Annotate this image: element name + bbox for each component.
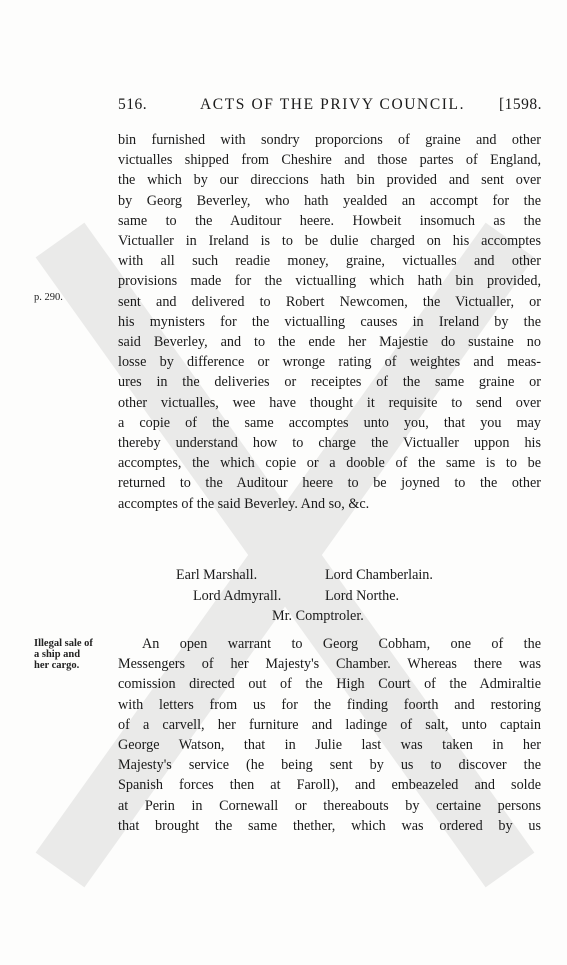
text-line: with all such readie money, graine, victualles and other — [118, 253, 541, 270]
signature-lord-northe: Lord Northe. — [325, 588, 400, 604]
signature-earl-marshall: Earl Marshall. — [176, 567, 258, 583]
margin-note-line: her cargo. — [34, 660, 80, 671]
body-paragraph-1 — [118, 130, 541, 514]
text-line: same to the Auditour heere. Howbeit insomuch as the — [118, 212, 541, 229]
text-line: of a carvell, her furniture and ladinge of salt, unto captain — [118, 716, 541, 733]
text-line: Spanish forces then at Faroll), and embeazeled and solde — [118, 777, 541, 794]
text-line: accomptes of the said Beverley. And so, &c. — [118, 495, 370, 512]
text-line: victualles shipped from Cheshire and those partes of England, — [118, 152, 541, 169]
text-line: that brought the same thether, which was ordered by us — [118, 817, 541, 834]
signature-lord-admyrall: Lord Admyrall. — [193, 588, 282, 604]
signature-comptroler: Mr. Comptroler. — [272, 608, 364, 624]
text-line: by Georg Beverley, who hath yealded an accompt for the — [118, 192, 541, 209]
page-header — [118, 96, 542, 118]
running-title: ACTS OF THE PRIVY COUNCIL. — [200, 96, 466, 113]
margin-note-illegal-sale — [34, 638, 93, 671]
text-line: An open warrant to Georg Cobham, one of the — [142, 636, 541, 652]
text-line: at Perin in Cornewall or thereabouts by certaine persons — [118, 797, 541, 814]
year-marker: [1598. — [498, 96, 542, 113]
text-line: thereby understand how to charge the Victualler uppon his — [118, 435, 541, 452]
text-line: other victualles, wee have thought it requisite to send over — [118, 394, 541, 411]
signature-lord-chamberlain: Lord Chamberlain. — [325, 567, 433, 583]
text-line: George Watson, that in Julie last was taken in her — [118, 737, 541, 754]
text-line: the which by our direccions hath bin provided and sent over — [118, 172, 541, 189]
text-line: his mynisters for the victualling causes in Ireland by the — [118, 313, 541, 330]
text-line: Victualler in Ireland is to be dulie charged on his accomptes — [118, 233, 541, 250]
text-line: Messengers of her Majesty's Chamber. Whereas there was — [118, 656, 541, 673]
text-line: bin furnished with sondry proporcions of graine and other — [118, 132, 541, 148]
text-line: with letters from us for the finding foorth and restoring — [118, 696, 541, 713]
text-line: comission directed out of the High Court of the Admiraltie — [118, 676, 541, 693]
text-line: sent and delivered to Robert Newcomen, the Victualler, or — [118, 293, 541, 310]
margin-note-line: a ship and — [34, 649, 81, 660]
text-line: a copie of the same accomptes unto you, that you may — [118, 414, 541, 431]
text-line: provisions made for the victualling which hath bin provided, — [118, 273, 541, 290]
text-line: ures in the deliveries or receiptes of the same graine or — [118, 374, 541, 391]
text-line: losse by difference or wronge rating of weightes and meas- — [118, 354, 541, 371]
body-paragraph-2 — [118, 634, 541, 836]
margin-note-line: Illegal sale of — [34, 638, 93, 649]
text-line: accomptes, the which copie or a dooble of the same is to be — [118, 455, 541, 472]
text-line: returned to the Auditour heere to be joyned to the other — [118, 475, 541, 492]
page-number: 516. — [118, 96, 148, 113]
margin-page-reference: p. 290. — [34, 292, 63, 303]
text-line: said Beverley, and to the ende her Majestie do sustaine no — [118, 334, 541, 351]
text-line: Majesty's service (he being sent by us to discover the — [118, 757, 541, 774]
